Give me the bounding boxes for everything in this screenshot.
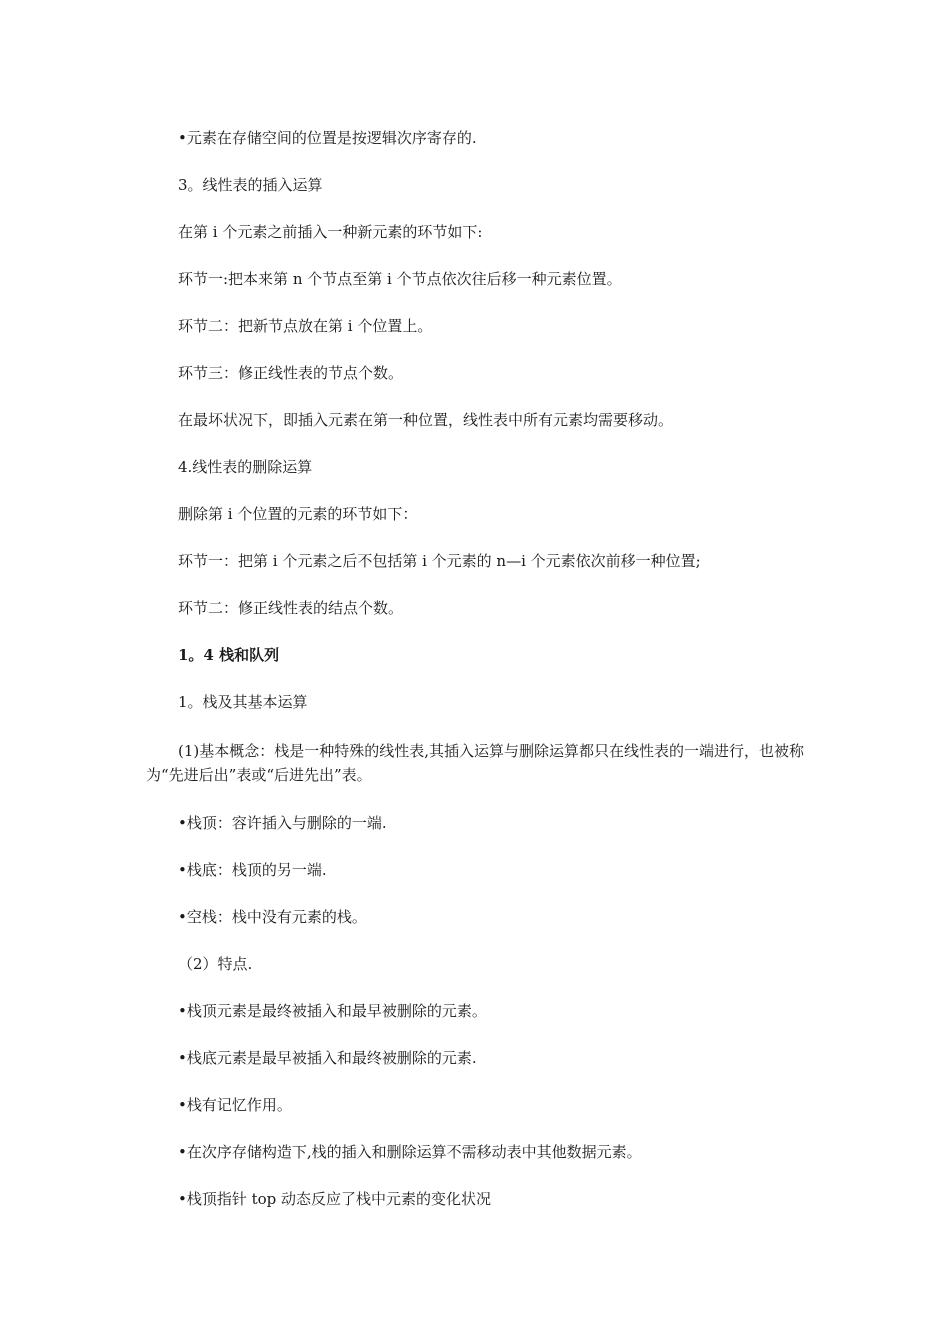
text-line-stack-bottom: •栈底：栈顶的另一端. [178, 861, 327, 879]
text-line-empty-stack: •空栈：栈中没有元素的栈。 [178, 908, 367, 926]
text-line-sequential-storage: •在次序存储构造下,栈的插入和删除运算不需移动表中其他数据元素。 [178, 1143, 642, 1161]
text-line-insert-step-1: 环节一:把本来第 n 个节点至第 i 个节点依次往后移一种元素位置。 [178, 270, 622, 288]
text-line-top-element: •栈顶元素是最终被插入和最早被删除的元素。 [178, 1002, 487, 1020]
text-line-worst-case: 在最坏状况下，即插入元素在第一种位置，线性表中所有元素均需要移动。 [178, 411, 674, 429]
text-line-insert-steps-intro: 在第 i 个元素之前插入一种新元素的环节如下: [178, 223, 483, 241]
paragraph-stack-definition: (1)基本概念：栈是一种特殊的线性表,其插入运算与删除运算都只在线性表的一端进行，也被称为“先进后出”表或“后进先出”表。 [146, 742, 805, 784]
text-line-insert-step-3: 环节三：修正线性表的节点个数。 [178, 364, 404, 382]
text-line-storage-order: •元素在存储空间的位置是按逻辑次序寄存的. [178, 129, 477, 147]
text-line-stack-top: •栈顶：容许插入与删除的一端. [178, 814, 387, 832]
text-line-insert-step-2: 环节二：把新节点放在第 i 个位置上。 [178, 317, 433, 335]
heading-features: （2）特点. [178, 955, 253, 973]
heading-delete-operation: 4.线性表的删除运算 [178, 458, 313, 476]
text-line-bottom-element: •栈底元素是最早被插入和最终被删除的元素. [178, 1049, 477, 1067]
heading-stack-basics: 1。栈及其基本运算 [178, 693, 308, 711]
text-line-memory: •栈有记忆作用。 [178, 1096, 292, 1114]
text-line-top-pointer: •栈顶指针 top 动态反应了栈中元素的变化状况 [178, 1190, 492, 1208]
text-line-delete-steps-intro: 删除第 i 个位置的元素的环节如下： [178, 505, 418, 523]
text-line-delete-step-2: 环节二：修正线性表的结点个数。 [178, 599, 404, 617]
text-line-delete-step-1: 环节一：把第 i 个元素之后不包括第 i 个元素的 n—i 个元素依次前移一种位置; [178, 552, 701, 570]
section-heading-stack-queue: 1。4 栈和队列 [178, 646, 280, 664]
heading-insert-operation: 3。线性表的插入运算 [178, 176, 323, 194]
